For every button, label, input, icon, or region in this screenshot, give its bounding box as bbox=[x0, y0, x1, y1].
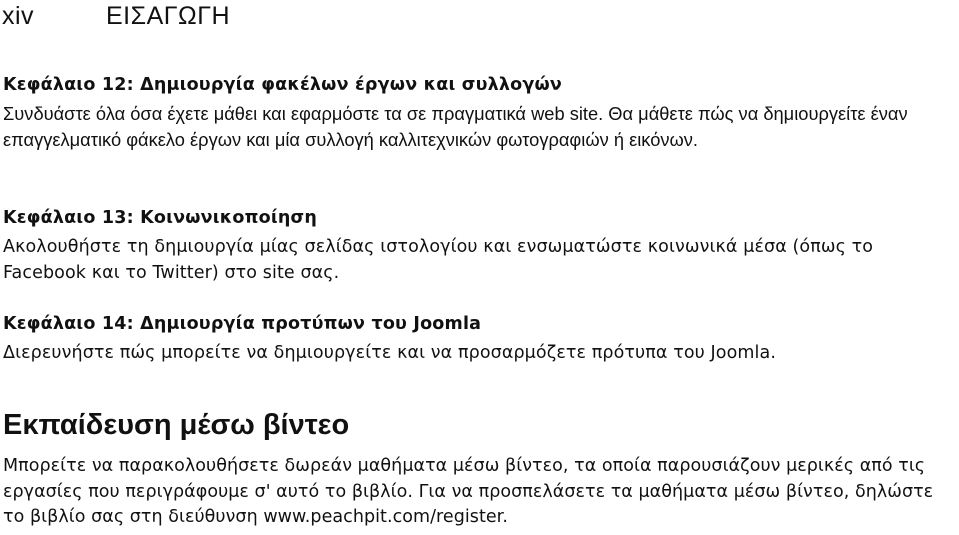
chapter-12-description: Συνδυάστε όλα όσα έχετε μάθει και εφαρμόστε τα σε πραγματικά web site. Θα μάθετε πώς να δημιουργείτε έναν επαγγελματικό φάκελο έργων και μία συλλογή καλλιτεχνικών φωτογραφιών ή εικόνων. bbox=[3, 103, 908, 150]
video-training-heading: Εκπαίδευση μέσω βίντεο bbox=[3, 409, 350, 441]
running-title: ΕΙΣΑΓΩΓΗ bbox=[106, 2, 231, 30]
page-number: xiv bbox=[2, 2, 35, 30]
video-training-description: Μπορείτε να παρακολουθήσετε δωρεάν μαθήματα μέσω βίντεο, τα οποία παρουσιάζουν μερικές από τις εργασίες που περιγράφουμε σ' αυτό το βιβλίο. Για να προσπελάσετε τα μαθήματα μέσω βίντεο, δηλώστε το βιβλίο σας στη διεύθυνση www.peachpit.com/register. bbox=[3, 456, 934, 527]
chapter-13-section bbox=[3, 205, 956, 286]
chapter-13-description: Ακολουθήστε τη δημιουργία μίας σελίδας ιστολογίου και ενσωματώστε κοινωνικά μέσα (όπως το Facebook και το Twitter) στο site σας. bbox=[3, 237, 874, 283]
running-head bbox=[2, 2, 230, 32]
chapter-12-section bbox=[3, 72, 956, 153]
chapter-13-heading: Κεφάλαιο 13: Κοινωνικοποίηση bbox=[3, 208, 318, 228]
chapter-14-description: Διερευνήστε πώς μπορείτε να δημιουργείτε και να προσαρμόζετε πρότυπα του Joomla. bbox=[3, 343, 776, 363]
chapter-14-section bbox=[3, 311, 956, 366]
chapter-12-heading: Κεφάλαιο 12: Δημιουργία φακέλων έργων και συλλογών bbox=[3, 75, 563, 95]
chapter-14-heading: Κεφάλαιο 14: Δημιουργία προτύπων του Joomla bbox=[3, 314, 482, 334]
